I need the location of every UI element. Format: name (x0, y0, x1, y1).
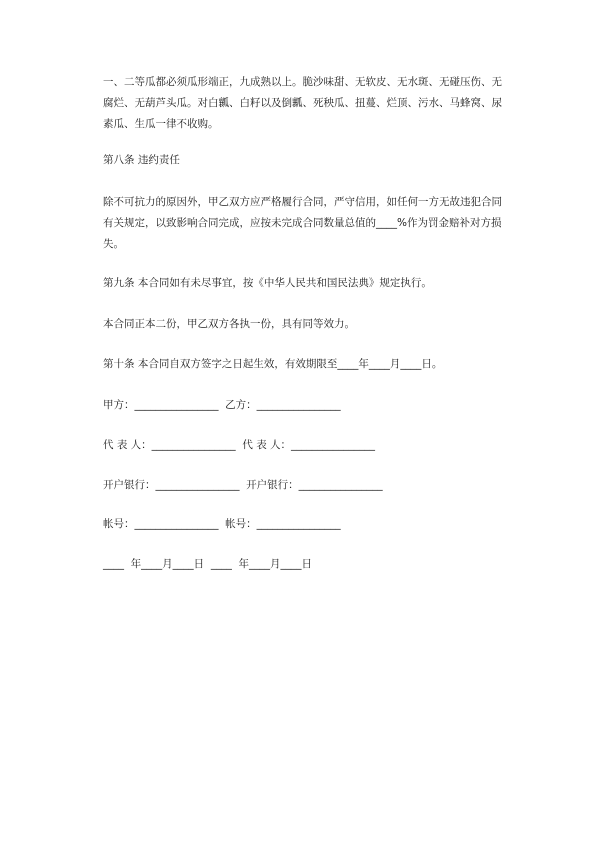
signature-party-line: 甲方：________________ 乙方：________________ (103, 399, 341, 411)
signature-date-line: ____ 年____月____日 ____ 年____月____日 (103, 558, 313, 570)
clause-quality-standard: 一、二等瓜都必须瓜形端正，九成熟以上。脆沙味甜、无软皮、无水斑、无碰压伤、无腐烂、无葫芦头瓜。对白瓤、白籽以及倒瓤、死秧瓜、扭蔓、烂顶、污水、马蜂窝、尿素瓜、生瓜一律不收购。 (103, 76, 502, 130)
clause-eight-heading: 第八条 违约责任 (103, 154, 180, 166)
clause-nine: 第九条 本合同如有未尽事宜，按《中华人民共和国民法典》规定执行。 (103, 277, 432, 289)
clause-breach-liability: 除不可抗力的原因外，甲乙双方应严格履行合同，严守信用，如任何一方无故违犯合同有关规定，以致影响合同完成，应按未完成合同数量总值的____%作为罚金赔补对方损失。 (103, 196, 502, 250)
clause-copies: 本合同正本二份，甲乙双方各执一份，具有同等效力。 (103, 318, 355, 330)
clause-ten: 第十条 本合同自双方签字之日起生效，有效期限至____年____月____日。 (103, 358, 443, 370)
signature-account-line: 帐号：________________ 帐号：________________ (103, 518, 341, 530)
signature-representative-line: 代 表 人：________________ 代 表 人：________________ (103, 439, 376, 451)
signature-bank-line: 开户银行：________________ 开户银行：________________ (103, 479, 383, 491)
